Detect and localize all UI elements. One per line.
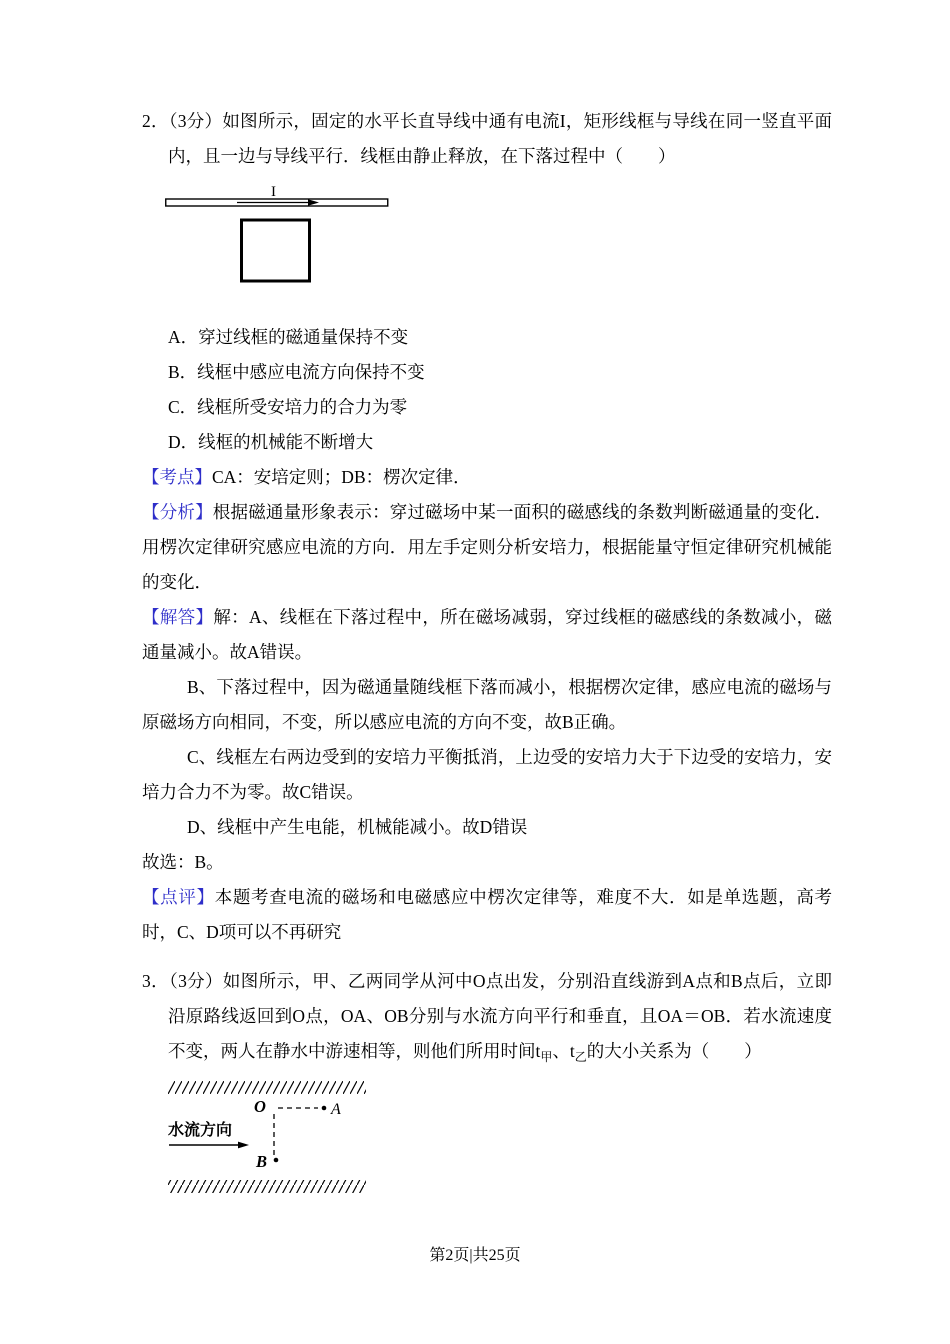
- fenxi-tag: 【分析】: [142, 502, 213, 522]
- q2-answer: 故选：B。: [142, 852, 224, 872]
- q2-jieda-d: D、线框中产生电能，机械能减小。故D错误: [187, 817, 528, 837]
- point-o-label: O: [254, 1097, 266, 1116]
- point-b-dot: [274, 1158, 279, 1163]
- option-a: A．穿过线框的磁通量保持不变: [168, 327, 409, 347]
- q2-fenxi: [142, 495, 832, 600]
- option-b: B．线框中感应电流方向保持不变: [168, 362, 425, 382]
- river-bank-bottom: [168, 1180, 366, 1193]
- kaodian-tag: 【考点】: [142, 467, 212, 487]
- dianping-tag: 【点评】: [142, 887, 215, 907]
- q3-stem: [142, 964, 832, 1069]
- flow-direction-label: 水流方向: [168, 1122, 233, 1139]
- q3-stem-part3: 的大小关系为（ ）: [586, 1041, 762, 1061]
- q3-stem-part2: 、t: [552, 1041, 575, 1061]
- q3-stem-part1: 3．（3分）如图所示，甲、乙两同学从河中O点出发，分别沿直线游到A点和B点后，立即沿原路线返回到O点，OA、OB分别与水流方向平行和垂直，且OA＝OB．若水流速度不变，两人在静水中游速相等，则他们所用时间t: [142, 971, 832, 1061]
- q3-sub-jia: 甲: [540, 1050, 553, 1064]
- kaodian-text: CA：安培定则；DB：楞次定律．: [212, 467, 471, 487]
- document-content: [142, 104, 832, 1197]
- q3-sub-yi: 乙: [574, 1050, 587, 1064]
- point-a-label: A: [331, 1101, 341, 1118]
- river-bank-top: [168, 1081, 366, 1094]
- q2-kaodian: [142, 460, 832, 495]
- page-footer: 第2页|共25页: [429, 1247, 521, 1264]
- point-b-label: B: [256, 1152, 268, 1171]
- q2-figure: [165, 184, 405, 296]
- option-c: C．线框所受安培力的合力为零: [168, 397, 408, 417]
- q2-jieda-lead: [142, 600, 832, 670]
- wire-frame-rect: [242, 220, 310, 281]
- jieda-tag: 【解答】: [142, 607, 214, 627]
- dianping-text: 本题考查电流的磁场和电磁感应中楞次定律等，难度不大．如是单选题，高考时，C、D项可以不再研究: [142, 887, 832, 942]
- q2-jieda-b: B、下落过程中，因为磁通量随线框下落而减小，根据楞次定律，感应电流的磁场与原磁场方向相同，不变，所以感应电流的方向不变，故B正确。: [142, 677, 832, 732]
- fenxi-text: 根据磁通量形象表示：穿过磁场中某一面积的磁感线的条数判断磁通量的变化．用楞次定律研究感应电流的方向．用左手定则分析安培力，根据能量守恒定律研究机械能的变化．: [142, 502, 833, 592]
- flow-arrow-head: [238, 1142, 249, 1149]
- q2-dianping: [142, 880, 832, 950]
- q2-jieda-c: C、线框左右两边受到的安培力平衡抵消，上边受的安培力大于下边受的安培力，安培力合力不为零。故C错误。: [142, 747, 832, 802]
- current-label: I: [271, 184, 276, 200]
- q3-figure: [168, 1081, 418, 1197]
- q2-stem: 2．（3分）如图所示，固定的水平长直导线中通有电流I，矩形线框与导线在同一竖直平面内，且一边与导线平行．线框由静止释放，在下落过程中（ ）: [142, 111, 832, 166]
- point-a-dot: [322, 1106, 327, 1111]
- option-d: D．线框的机械能不断增大: [168, 432, 374, 452]
- jieda-lead-text: 解：A、线框在下落过程中，所在磁场减弱，穿过线框的磁感线的条数减小，磁通量减小。故A错误。: [142, 607, 833, 662]
